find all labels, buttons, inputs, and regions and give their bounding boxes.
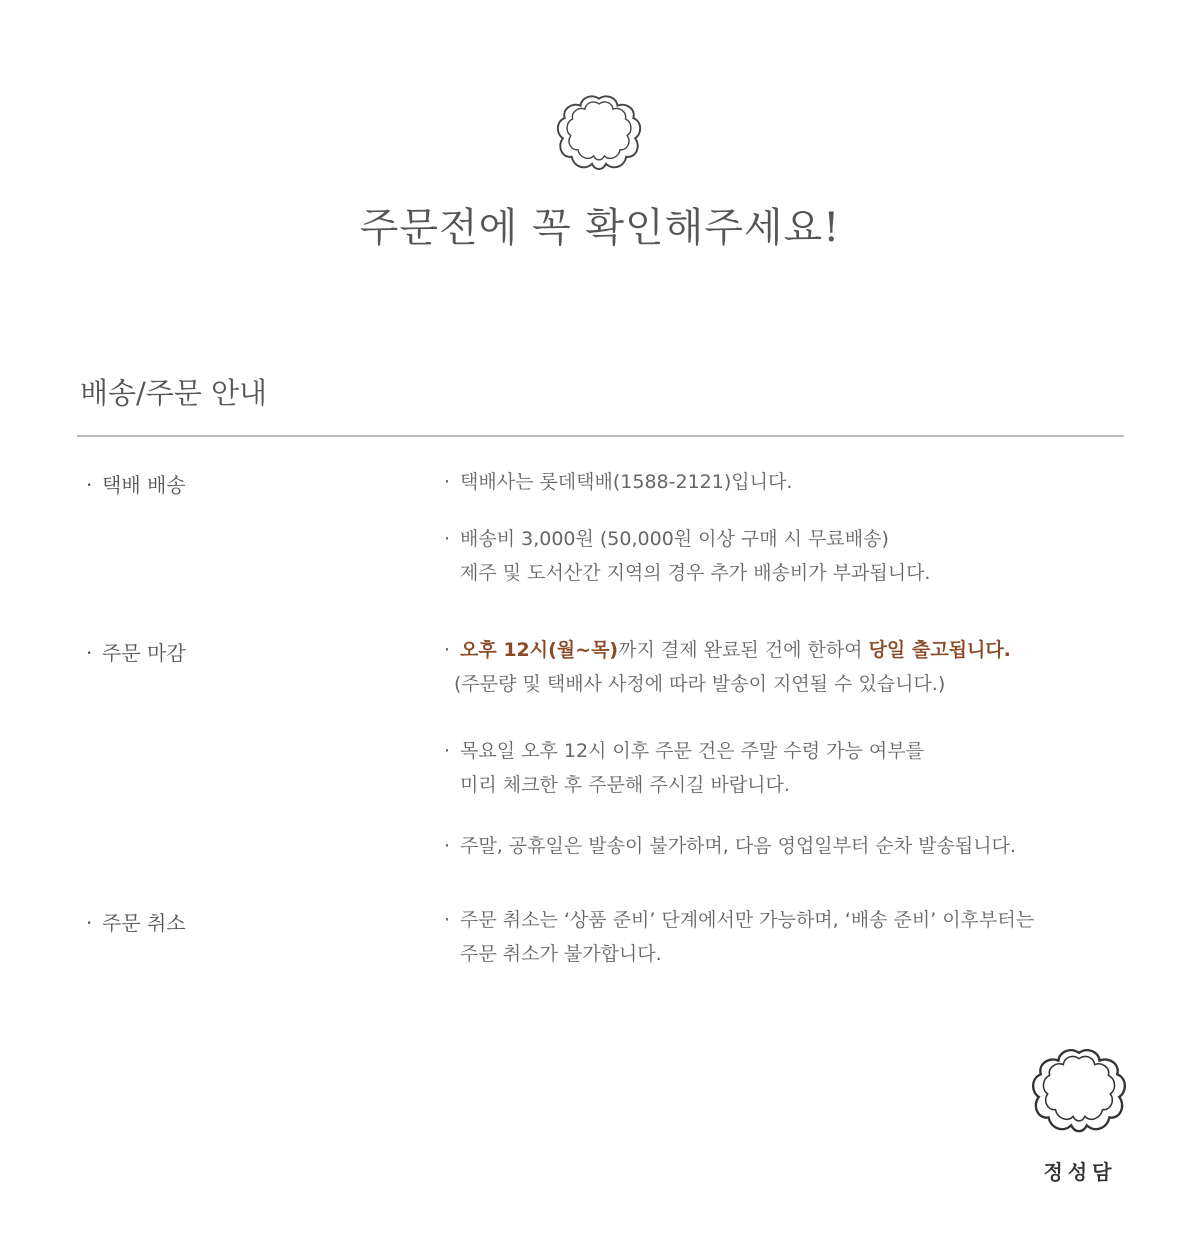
list-item: · 배송비 3,000원 (50,000원 이상 구매 시 무료배송) 제주 및 도서산간 지역의 경우 추가 배송비가 부과됩니다. (444, 528, 931, 584)
row-label-deadline: · 주문 마감 (86, 641, 186, 665)
list-item: · 택배사는 롯데택배(1588-2121)입니다. (444, 471, 793, 493)
flower-frame-icon (555, 93, 643, 173)
row-label-delivery: · 택배 배송 (86, 473, 186, 497)
list-item: · 목요일 오후 12시 이후 주문 건은 주말 수령 가능 여부를 미리 체크한 후 주문해 주시길 바랍니다. (444, 740, 924, 796)
list-item: · 주문 취소는 ‘상품 준비’ 단계에서만 가능하며, ‘배송 준비’ 이후부터는 주문 취소가 불가합니다. (444, 909, 1035, 965)
list-item: · 주말, 공휴일은 발송이 불가하며, 다음 영업일부터 순차 발송됩니다. (444, 835, 1016, 857)
flower-frame-icon (1030, 1046, 1128, 1136)
deadline-time-highlight: 오후 12시(월~목) (460, 639, 619, 661)
same-day-shipping-highlight: 당일 출고됩니다. (868, 639, 1011, 661)
brand-name: 정성담 (1043, 1160, 1117, 1184)
section-title: 배송/주문 안내 (80, 376, 268, 410)
section-divider (77, 435, 1124, 437)
deadline-note: (주문량 및 택배사 사정에 따라 발송이 지연될 수 있습니다.) (454, 673, 946, 695)
page-title: 주문전에 꼭 확인해주세요! (359, 205, 841, 251)
list-item: · 오후 12시(월~목)까지 결제 완료된 건에 한하여 당일 출고됩니다. (주문량 및 택배사 사정에 따라 발송이 지연될 수 있습니다.) (444, 639, 1011, 695)
row-label-cancel: · 주문 취소 (86, 911, 186, 935)
